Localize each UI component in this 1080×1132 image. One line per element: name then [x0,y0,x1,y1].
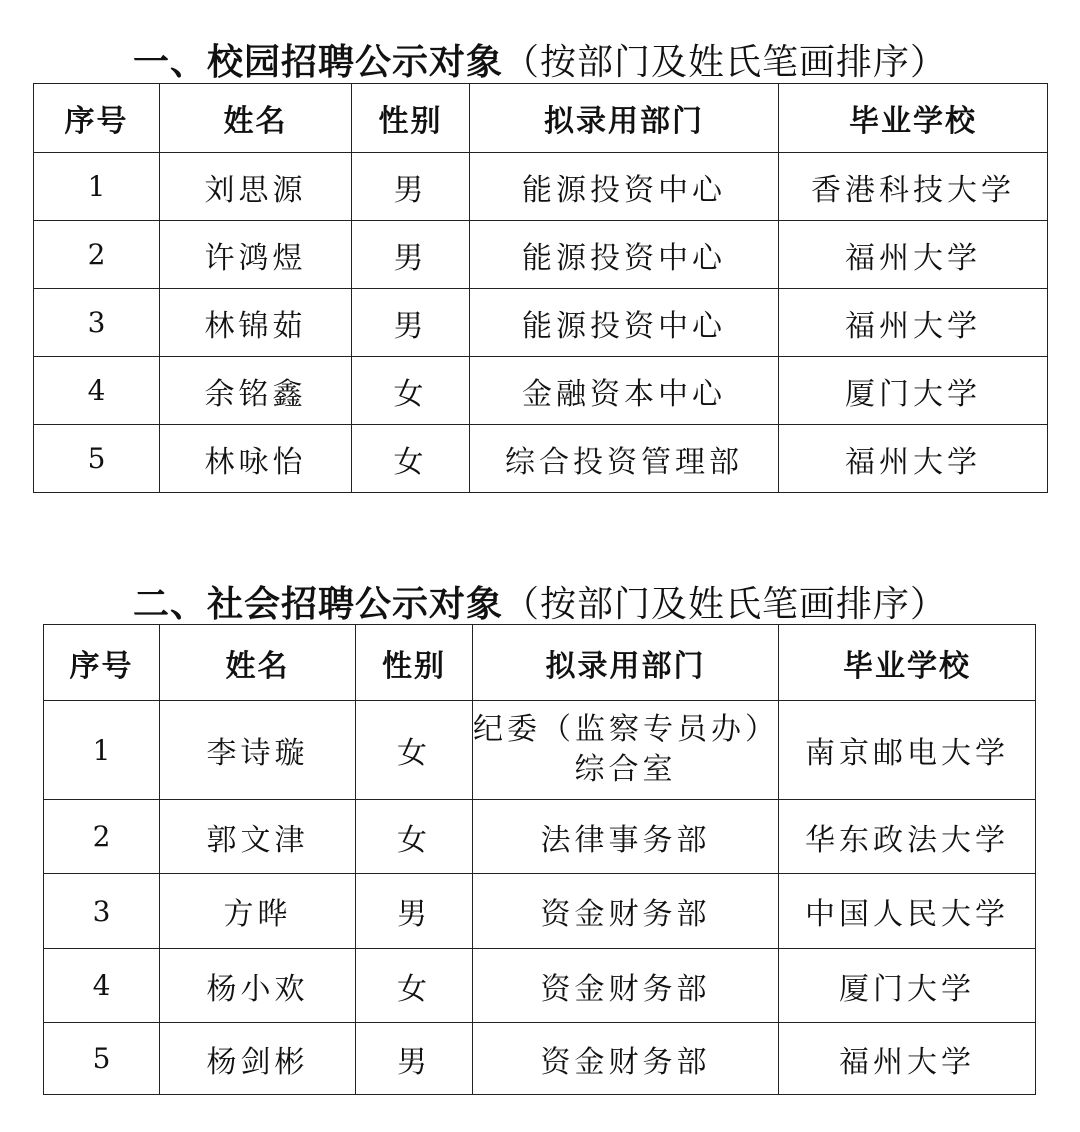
row-gender: 男 [356,874,473,949]
row-gender: 女 [356,800,473,874]
table-row [34,425,1048,493]
header-dept: 拟录用部门 [470,84,779,153]
row-gender: 男 [352,153,470,221]
table-row [44,949,1036,1023]
row-name: 林锦茹 [160,289,352,357]
row-no: 2 [44,800,160,874]
row-school: 福州大学 [779,1023,1036,1095]
table-row [34,221,1048,289]
row-school: 福州大学 [779,221,1048,289]
row-name: 杨小欢 [160,949,356,1023]
row-gender: 男 [352,289,470,357]
campus-table [33,83,1048,493]
social-title-text: 二、社会招聘公示对象 [132,584,503,625]
row-name: 李诗璇 [160,701,356,800]
header-school: 毕业学校 [779,84,1048,153]
row-dept [473,701,779,800]
row-gender: 男 [356,1023,473,1095]
row-gender: 女 [356,701,473,800]
row-dept-line2: 综合室 [574,752,677,787]
row-school: 厦门大学 [779,357,1048,425]
row-name: 余铭鑫 [160,357,352,425]
header-gender: 性别 [352,84,470,153]
header-name: 姓名 [160,625,356,701]
row-dept: 法律事务部 [473,800,779,874]
row-school: 厦门大学 [779,949,1036,1023]
table-row [34,289,1048,357]
row-gender: 男 [352,221,470,289]
table-row [44,874,1036,949]
header-name: 姓名 [160,84,352,153]
header-no: 序号 [44,625,160,701]
row-name: 郭文津 [160,800,356,874]
campus-title-note: （按部门及姓氏笔画排序） [503,42,948,83]
social-header-row [44,625,1036,701]
row-no: 4 [34,357,160,425]
row-school: 福州大学 [779,289,1048,357]
row-dept: 资金财务部 [473,949,779,1023]
social-title-note: （按部门及姓氏笔画排序） [503,584,948,625]
row-school: 南京邮电大学 [779,701,1036,800]
row-name: 方晔 [160,874,356,949]
table-row [44,701,1036,800]
row-no: 3 [34,289,160,357]
row-school: 中国人民大学 [779,874,1036,949]
header-school: 毕业学校 [779,625,1036,701]
campus-header-row [34,84,1048,153]
row-no: 5 [34,425,160,493]
row-dept-line1: 纪委（监察专员办） [473,712,779,747]
table-row [34,153,1048,221]
row-dept: 能源投资中心 [470,153,779,221]
row-dept: 资金财务部 [473,874,779,949]
table-row [34,357,1048,425]
row-gender: 女 [352,357,470,425]
social-table [43,624,1036,1095]
row-no: 3 [44,874,160,949]
row-dept: 综合投资管理部 [470,425,779,493]
social-section-title [0,576,1080,627]
campus-title-text: 一、校园招聘公示对象 [132,42,503,83]
row-dept: 资金财务部 [473,1023,779,1095]
row-school: 福州大学 [779,425,1048,493]
row-no: 1 [34,153,160,221]
header-dept: 拟录用部门 [473,625,779,701]
row-gender: 女 [356,949,473,1023]
header-gender: 性别 [356,625,473,701]
row-no: 2 [34,221,160,289]
row-name: 林咏怡 [160,425,352,493]
row-no: 1 [44,701,160,800]
row-dept: 金融资本中心 [470,357,779,425]
table-row [44,1023,1036,1095]
row-no: 4 [44,949,160,1023]
row-dept: 能源投资中心 [470,289,779,357]
table-row [44,800,1036,874]
header-no: 序号 [34,84,160,153]
row-school: 香港科技大学 [779,153,1048,221]
campus-section-title [0,34,1080,85]
row-no: 5 [44,1023,160,1095]
row-school: 华东政法大学 [779,800,1036,874]
row-name: 刘思源 [160,153,352,221]
row-dept: 能源投资中心 [470,221,779,289]
row-name: 许鸿煜 [160,221,352,289]
row-name: 杨剑彬 [160,1023,356,1095]
row-gender: 女 [352,425,470,493]
